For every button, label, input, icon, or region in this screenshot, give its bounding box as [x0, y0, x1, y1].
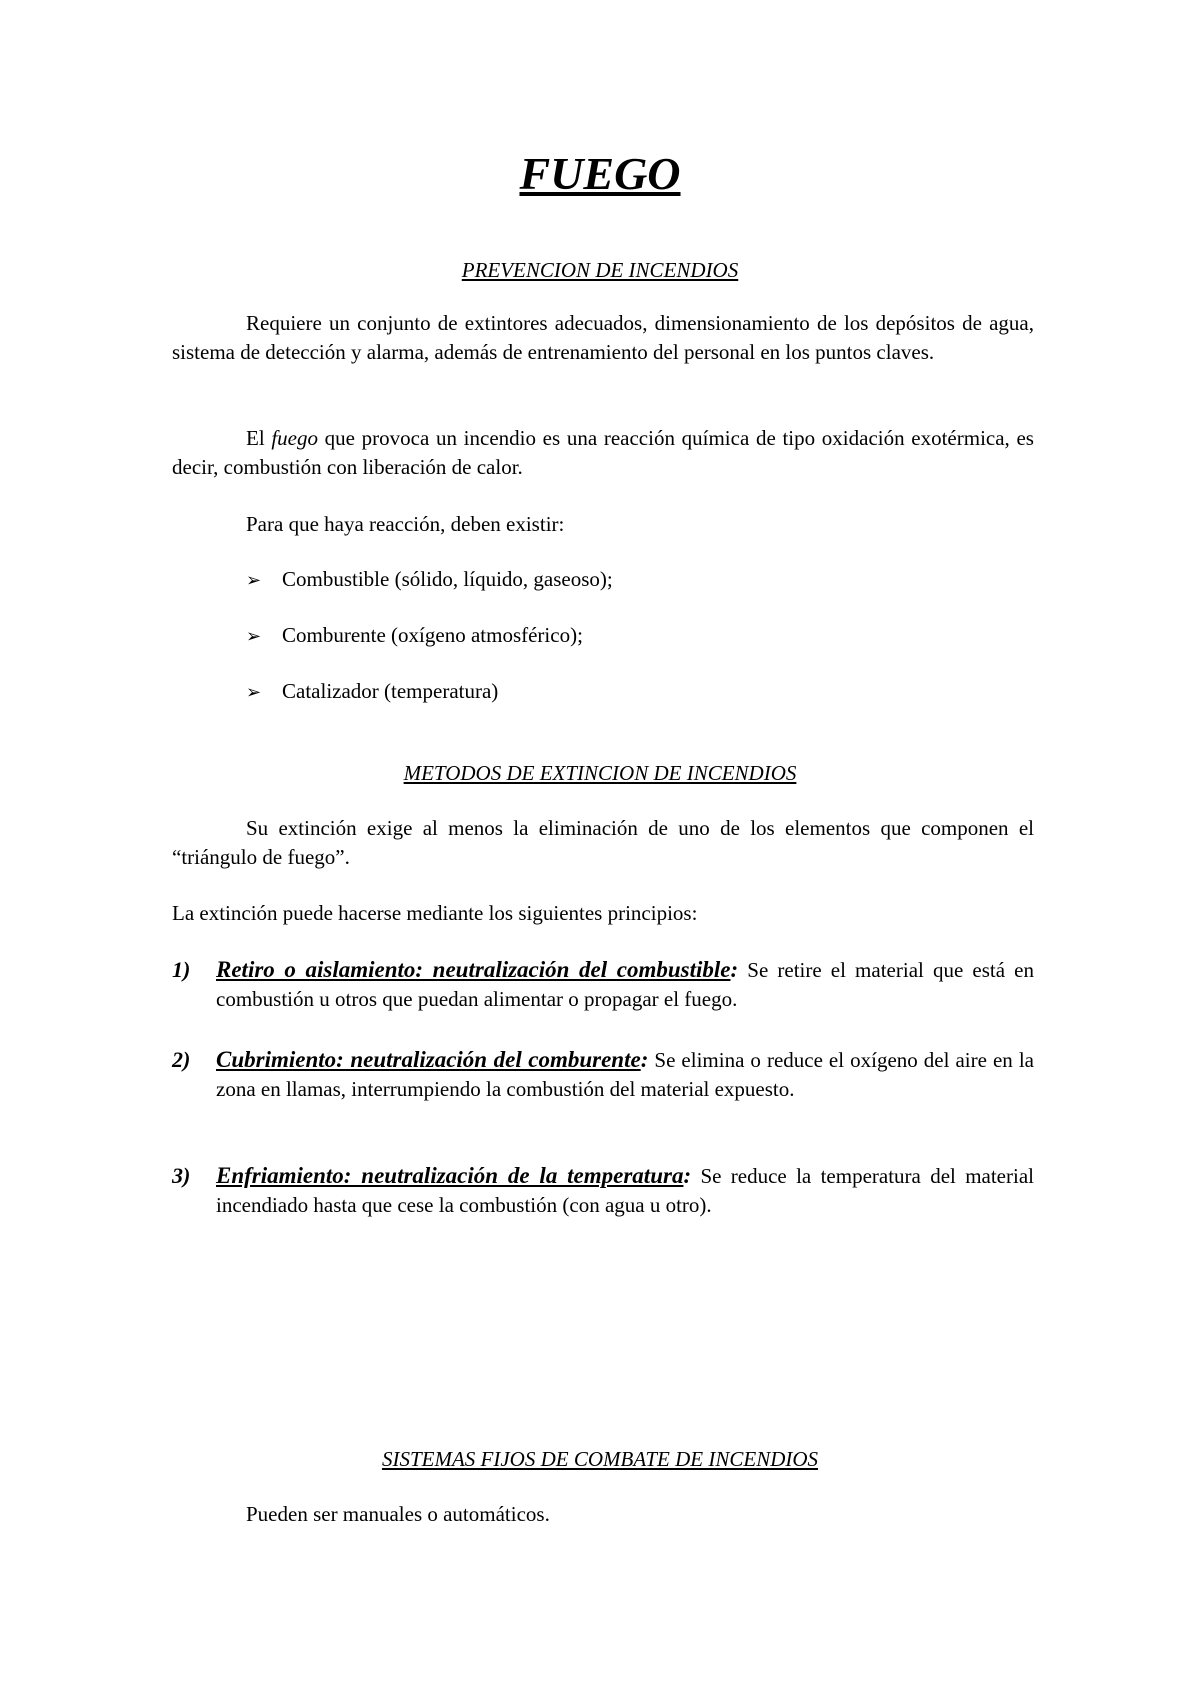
item-lead: Enfriamiento: neutralización de la temperatura — [216, 1163, 684, 1188]
item-colon: : — [730, 957, 739, 982]
numbered-item — [172, 1162, 1034, 1219]
paragraph-principios: La extinción puede hacerse mediante los siguientes principios: — [172, 901, 698, 925]
section-heading-sistemas: SISTEMAS FIJOS DE COMBATE DE INCENDIOS — [381, 1447, 819, 1471]
list-item — [246, 565, 1034, 595]
paragraph-manuales: Pueden ser manuales o automáticos. — [246, 1502, 550, 1526]
item-number: 2) — [172, 1047, 191, 1072]
item-lead: Retiro o aislamiento: neutralización del combustible — [216, 957, 731, 982]
arrow-bullet-icon: ➢ — [246, 682, 262, 703]
paragraph-fuego-italic: fuego — [271, 426, 318, 450]
paragraph-fuego — [172, 424, 1034, 481]
arrow-bullet-icon: ➢ — [246, 626, 262, 647]
item-number: 1) — [172, 957, 191, 982]
item-body — [216, 1162, 1034, 1219]
numbered-item — [172, 956, 1034, 1013]
item-text: Se elimina o reduce el oxígeno del aire en la zona en llamas, interrumpiendo la combustión del material expuesto. — [216, 1048, 1034, 1101]
list-item-label: Catalizador (temperatura) — [282, 679, 499, 703]
paragraph-fuego-start: El — [246, 426, 272, 450]
paragraph-extincion: Su extinción exige al menos la eliminación de uno de los elementos que componen el “triángulo de fuego”. — [172, 816, 1034, 869]
list-item — [246, 621, 1034, 651]
document-title: FUEGO — [519, 148, 681, 199]
arrow-bullet-icon: ➢ — [246, 570, 262, 591]
item-lead: Cubrimiento: neutralización del comburente — [216, 1047, 641, 1072]
item-body — [216, 1046, 1034, 1103]
item-body — [216, 956, 1034, 1013]
numbered-item — [172, 1046, 1034, 1103]
item-colon: : — [683, 1163, 692, 1188]
item-text: Se reduce la temperatura del material incendiado hasta que cese la combustión (con agua u otro). — [216, 1164, 1034, 1217]
section-heading-prevencion: PREVENCION DE INCENDIOS — [461, 258, 739, 282]
item-text: Se retire el material que está en combustión u otros que puedan alimentar o propagar el fuego. — [216, 958, 1034, 1011]
list-item-label: Combustible (sólido, líquido, gaseoso); — [282, 567, 613, 591]
list-item — [246, 677, 1034, 707]
list-item-label: Comburente (oxígeno atmosférico); — [282, 623, 583, 647]
paragraph-requiere: Requiere un conjunto de extintores adecuados, dimensionamiento de los depósitos de agua, sistema de detección y alarma, además de entrenamiento del personal en los puntos claves. — [172, 311, 1034, 364]
section-heading-metodos: METODOS DE EXTINCION DE INCENDIOS — [403, 761, 797, 785]
item-colon: : — [640, 1047, 649, 1072]
paragraph-reaccion: Para que haya reacción, deben existir: — [246, 512, 565, 536]
item-number: 3) — [172, 1163, 191, 1188]
paragraph-fuego-end: que provoca un incendio es una reacción química de tipo oxidación exotérmica, es decir, combustión con liberación de calor. — [172, 426, 1034, 479]
